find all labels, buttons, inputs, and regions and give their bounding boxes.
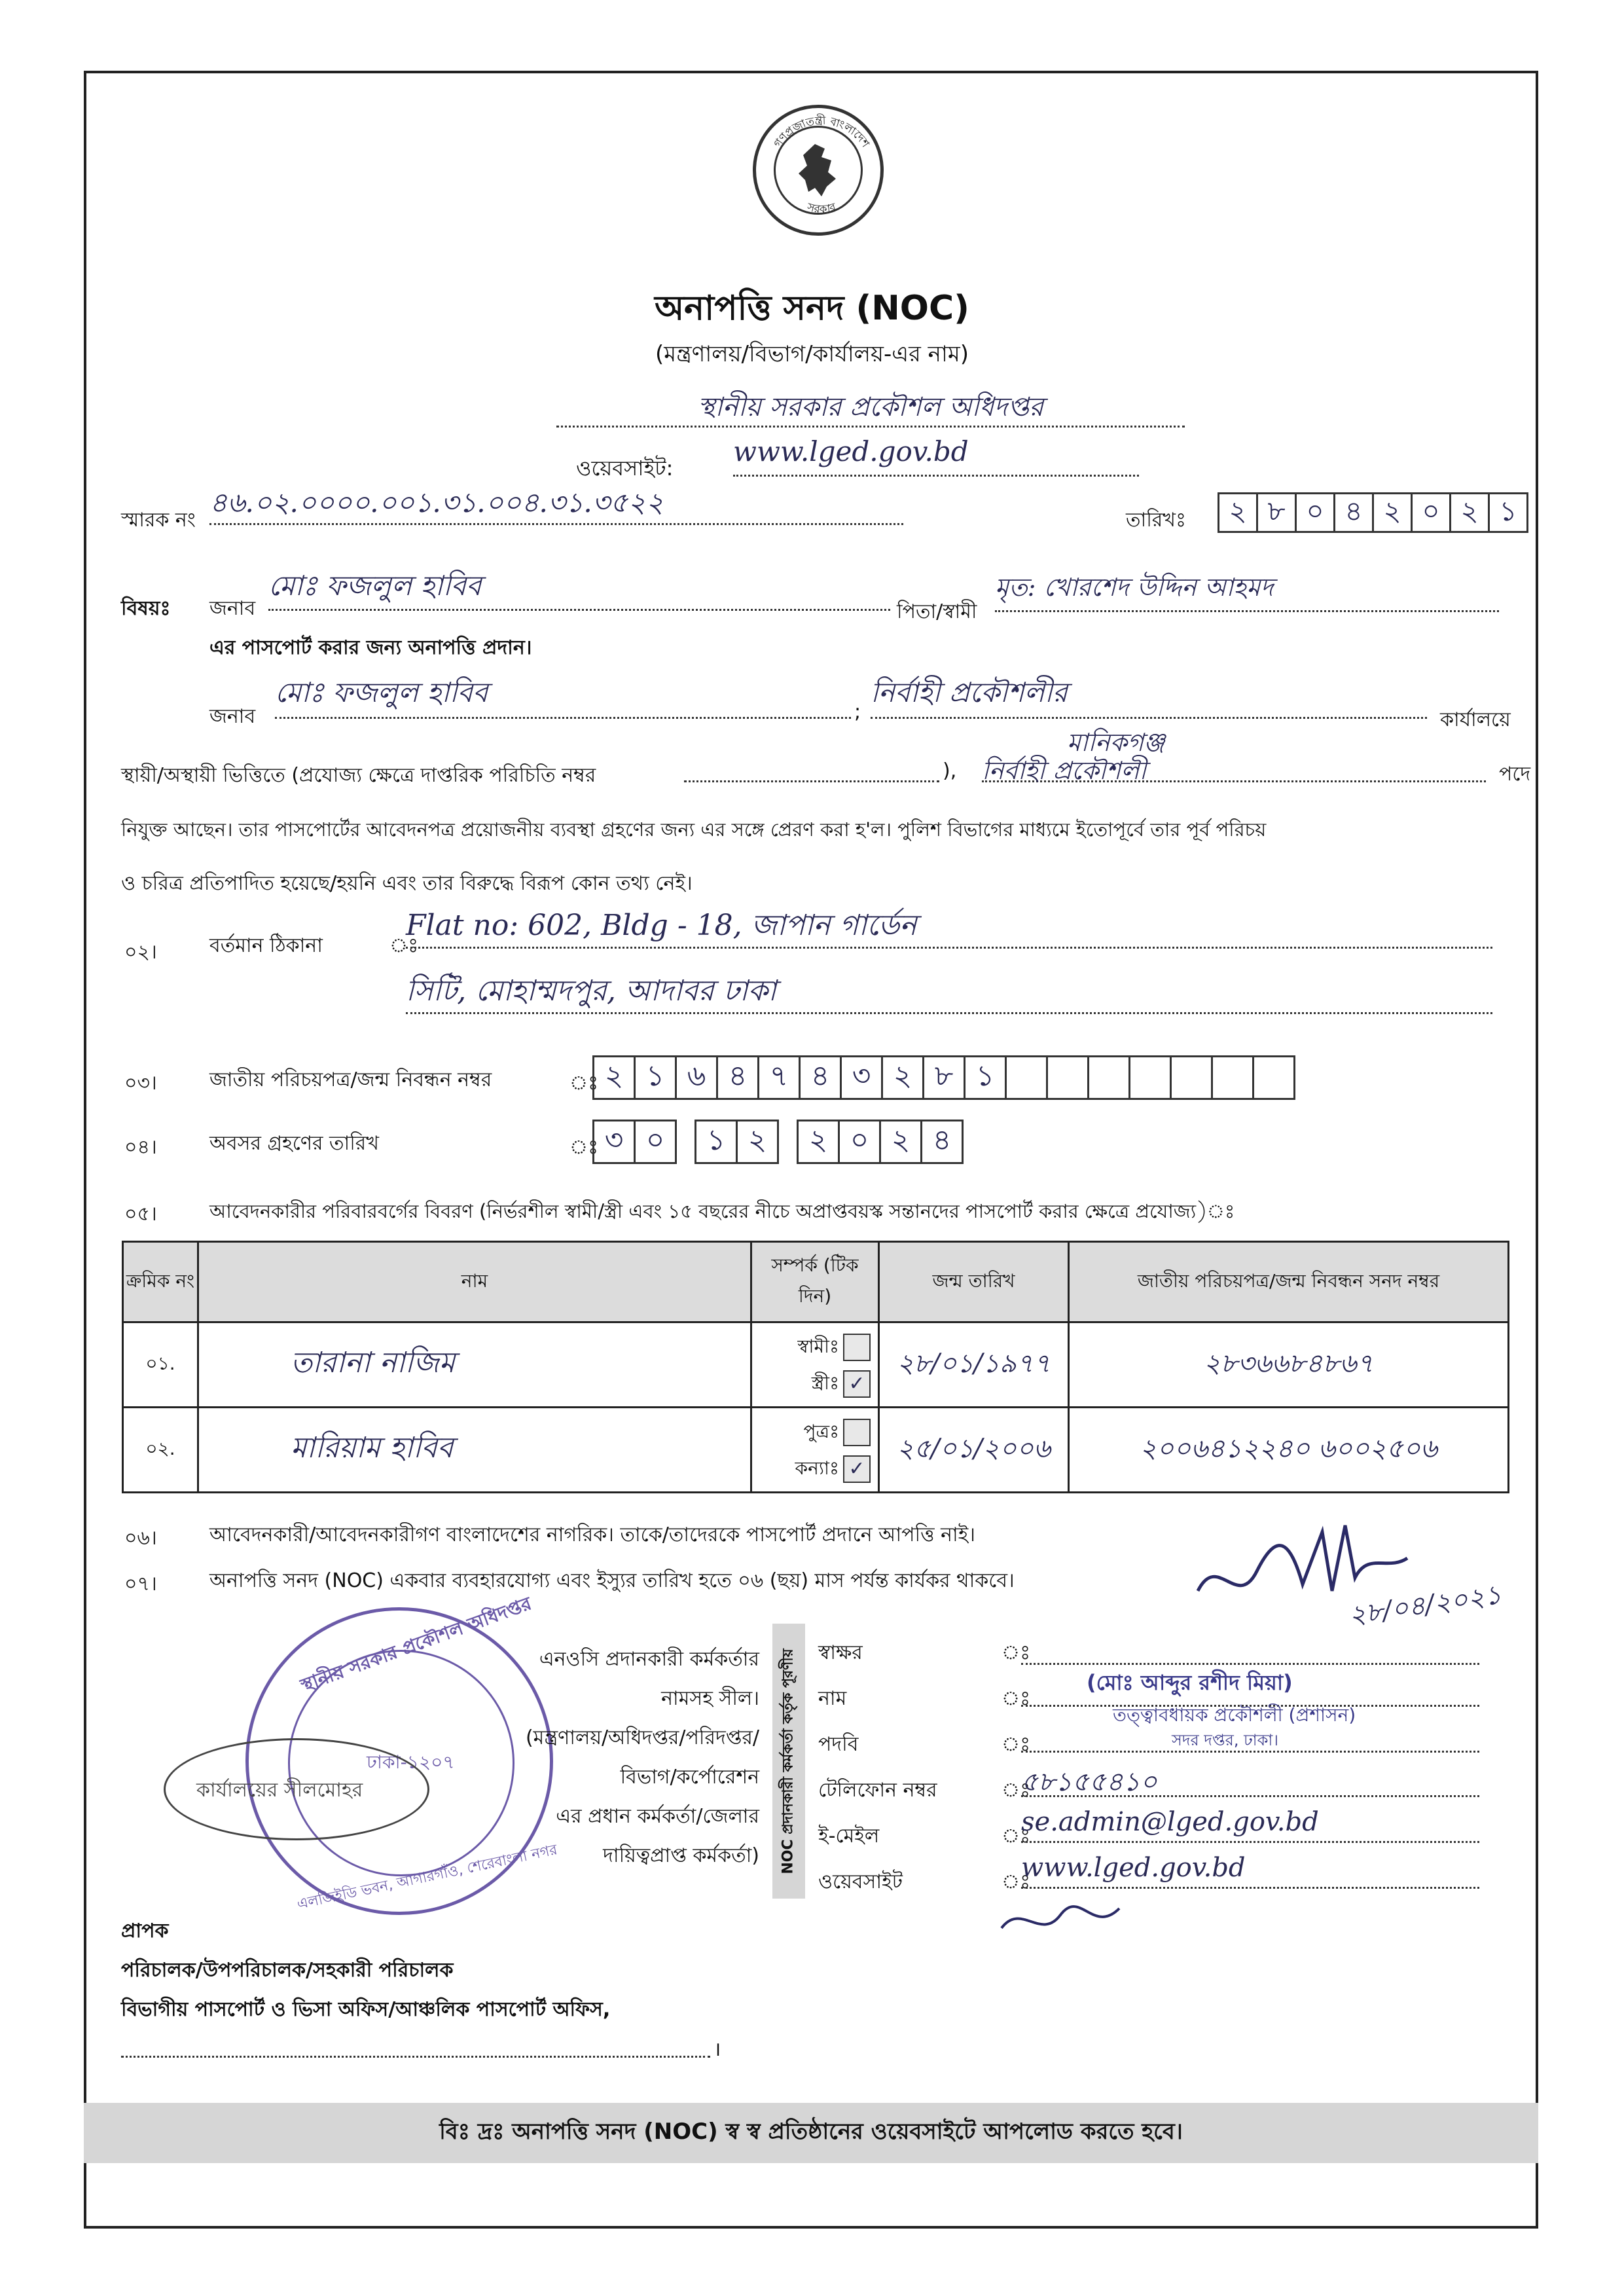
field-colon: ঃ — [1001, 1687, 1031, 1710]
date-digit: ২ — [1218, 492, 1258, 533]
father-label: পিতা/স্বামী — [897, 600, 977, 623]
nid-digit — [1087, 1055, 1130, 1100]
memo-number-field: ৪৬.০২.০০০০.০০১.৩১.০০৪.৩১.৩৫২২ — [209, 481, 903, 525]
rel-wife-checkbox[interactable]: ✓ — [843, 1370, 871, 1398]
subject-name-field: মোঃ ফজলুল হাবিব — [268, 564, 890, 611]
signature-date: ২৮/০৪/২০২১ — [1346, 1579, 1504, 1631]
body-semicolon: ; — [854, 701, 861, 723]
office-id-field — [684, 758, 939, 782]
item-05-number: ০৫। — [124, 1203, 157, 1226]
office-suffix: কার্যালয়ে — [1440, 708, 1511, 731]
nid-boxes — [592, 1055, 1293, 1100]
item-03-number: ০৩। — [124, 1072, 157, 1095]
rel-son-label: পুত্রঃ — [803, 1420, 839, 1442]
issuer-line-2: নামসহ সীল। — [661, 1687, 759, 1710]
nid-digit: ৪ — [716, 1055, 759, 1100]
field-colon: ঃ — [1001, 1825, 1031, 1848]
row-relation — [751, 1322, 879, 1408]
body-line3: নিযুক্ত আছেন। তার পাসপোর্টের আবেদনপত্র প্রয়োজনীয় ব্যবস্থা গ্রহণের জন্য এর সঙ্গে প্রেরণ করা হ'ল। পুলিশ বিভাগের মাধ্যমে ইতোপূর্বে তার পূর্ব পরিচয় — [121, 818, 1267, 841]
row-name: মারিয়াম হাবিব — [198, 1408, 751, 1493]
retire-label: অবসর গ্রহণের তারিখ — [209, 1132, 379, 1155]
date-digit: ০ — [1295, 492, 1335, 533]
website-field: www.lged.gov.bd — [733, 435, 1139, 477]
nid-digit — [1170, 1055, 1213, 1100]
body-name-field: মোঃ ফজলুল হাবিব — [275, 671, 851, 719]
address-colon: ঃ — [389, 934, 419, 957]
field-label-website: ওয়েবসাইট — [818, 1870, 903, 1893]
table-row — [123, 1322, 1509, 1408]
field-colon: ঃ — [1001, 1779, 1031, 1802]
field-colon: ঃ — [1001, 1641, 1031, 1664]
issuer-line-5: এর প্রধান কর্মকর্তা/জেলার — [556, 1805, 759, 1828]
issuer-line-6: দায়িত্বপ্রাপ্ত কর্মকর্তা) — [603, 1844, 759, 1867]
field-label-name: নাম — [818, 1687, 847, 1710]
retire-digit: ১ — [695, 1120, 738, 1164]
name-stamp: (মোঃ আব্দুর রশীদ মিয়া) — [1087, 1670, 1293, 1695]
rel-husband-label: স্বামীঃ — [797, 1335, 839, 1357]
address-line-2: সিটি, মোহাম্মদপুর, আদাবর ঢাকা — [406, 969, 1492, 1014]
nid-digit — [1005, 1055, 1048, 1100]
vertical-label-text: NOC প্রদানকারী কর্মকর্তা কর্তৃক পূরণীয় — [780, 1648, 797, 1874]
nid-digit: ৭ — [757, 1055, 801, 1100]
family-table — [122, 1241, 1509, 1493]
nid-digit: ৮ — [922, 1055, 965, 1100]
row-serial: ০১. — [123, 1322, 198, 1408]
nid-digit: ২ — [592, 1055, 636, 1100]
designation-stamp: তত্ত্বাবধায়ক প্রকৌশলী (প্রশাসন) — [1113, 1704, 1356, 1726]
government-seal — [753, 105, 884, 236]
table-header-row — [123, 1242, 1509, 1322]
address-line-1: Flat no: 602, Bldg - 18, জাপান গার্ডেন — [406, 903, 1492, 949]
row-serial: ০২. — [123, 1408, 198, 1493]
date-boxes — [1218, 492, 1526, 533]
page-subtitle: (মন্ত্রণালয়/বিভাগ/কার্যালয়-এর নাম) — [655, 341, 969, 367]
seal-placeholder-label: কার্যালয়ের সীলমোহর — [196, 1779, 363, 1802]
nid-digit: ২ — [881, 1055, 924, 1100]
subject-tail: এর পাসপোর্ট করার জন্য অনাপত্তি প্রদান। — [209, 636, 532, 659]
field-colon: ঃ — [1001, 1733, 1031, 1756]
retire-digit: ২ — [797, 1120, 840, 1164]
declaration-07: অনাপত্তি সনদ (NOC) একবার ব্যবহারযোগ্য এবং ইস্যুর তারিখ হতে ০৬ (ছয়) মাস পর্যন্ত কার্যকর থাকবে। — [209, 1569, 1015, 1592]
subject-janab: জনাব — [209, 597, 256, 620]
body-line2-suffix: ), — [943, 759, 957, 782]
subject-label: বিষয়ঃ — [121, 597, 171, 620]
col-name: নাম — [198, 1242, 751, 1322]
retire-digit: ৪ — [920, 1120, 964, 1164]
col-nid: জাতীয় পরিচয়পত্র/জন্ম নিবন্ধন সনদ নম্বর — [1069, 1242, 1509, 1322]
retire-gap — [777, 1120, 797, 1164]
field-label-designation: পদবি — [818, 1733, 859, 1756]
recipient-office-field — [121, 2030, 710, 2058]
initials-scribble-icon — [995, 1895, 1126, 1948]
date-digit: ০ — [1411, 492, 1451, 533]
stamp-ring-text: স্থানীয় সরকার প্রকৌশল অধিদপ্তর — [297, 1592, 535, 1696]
issuer-line-1: এনওসি প্রদানকারী কর্মকর্তার — [539, 1648, 759, 1671]
date-digit: ৮ — [1256, 492, 1297, 533]
date-digit: ১ — [1488, 492, 1528, 533]
stamp-center-text: ঢাকা-১২০৭ — [367, 1751, 455, 1773]
retire-colon: ঃ — [569, 1136, 599, 1159]
rel-daughter-label: কন্যাঃ — [795, 1457, 839, 1479]
retire-digit: ৩ — [592, 1120, 636, 1164]
row-dob: ২৫/০১/২০০৬ — [879, 1408, 1069, 1493]
date-digit: ৪ — [1333, 492, 1374, 533]
stamp-bottom-text: এলজিইডি ভবন, আগারগাঁও, শেরেবাংলা নগর — [295, 1842, 559, 1913]
retire-gap — [675, 1120, 695, 1164]
row-nid: ২৮৩৬৬৮৪৮৬৭ — [1069, 1322, 1509, 1408]
item-04-number: ০৪। — [124, 1136, 157, 1159]
rel-daughter-checkbox[interactable]: ✓ — [843, 1455, 871, 1483]
rel-husband-checkbox[interactable] — [843, 1334, 871, 1361]
rel-son-checkbox[interactable] — [843, 1419, 871, 1446]
date-digit: ২ — [1372, 492, 1413, 533]
recipient-line-2: বিভাগীয় পাসপোর্ট ও ভিসা অফিস/আঞ্চলিক পাসপোর্ট অফিস, — [121, 1998, 611, 2021]
retire-digit: ০ — [838, 1120, 881, 1164]
signature-field — [1021, 1650, 1479, 1665]
vertical-label — [772, 1624, 805, 1899]
nid-digit: ৩ — [840, 1055, 883, 1100]
nid-digit — [1211, 1055, 1254, 1100]
footer-note-text: বিঃ দ্রঃ অনাপত্তি সনদ (NOC) স্ব স্ব প্রতিষ্ঠানের ওয়েবসাইটে আপলোড করতে হবে। — [439, 2118, 1183, 2145]
col-serial: ক্রমিক নং — [123, 1242, 198, 1322]
seal-ring-icon — [756, 108, 887, 239]
body-office2-field: মানিকগঞ্জ — [1067, 728, 1165, 757]
date-digit: ২ — [1449, 492, 1490, 533]
post-suffix: পদে — [1499, 763, 1531, 786]
memo-label: স্মারক নং — [121, 509, 196, 532]
retire-date-boxes — [592, 1120, 962, 1164]
website-label: ওয়েবসাইট: — [576, 456, 674, 481]
nid-digit — [1252, 1055, 1295, 1100]
body-line2-prefix: স্থায়ী/অস্থায়ী ভিত্তিতে (প্রযোজ্য ক্ষেত্রে দাপ্তরিক পরিচিতি নম্বর — [121, 764, 596, 787]
svg-text:গণপ্রজাতন্ত্রী বাংলাদেশ — [771, 114, 872, 151]
row-relation — [751, 1408, 879, 1493]
website-sig-field: www.lged.gov.bd — [1021, 1853, 1479, 1889]
father-name-field: মৃত: খোরশেদ উদ্দিন আহমদ — [995, 568, 1499, 612]
office-name-field: স্থানীয় সরকার প্রকৌশল অধিদপ্তর — [556, 386, 1185, 428]
item-06-number: ০৬। — [124, 1527, 157, 1550]
field-label-email: ই-মেইল — [818, 1825, 880, 1848]
rel-wife-label: স্ত্রীঃ — [811, 1372, 839, 1394]
row-name: তারানা নাজিম — [198, 1322, 751, 1408]
col-relation: সম্পর্ক (টিক দিন) — [751, 1242, 879, 1322]
nid-digit: ১ — [964, 1055, 1007, 1100]
recipient-line-1: পরিচালক/উপপরিচালক/সহকারী পরিচালক — [121, 1959, 454, 1982]
address-label: বর্তমান ঠিকানা — [209, 934, 323, 957]
recipient-line-end: । — [713, 2038, 721, 2061]
recipient-label: প্রাপক — [121, 1920, 169, 1942]
body-office-field: নির্বাহী প্রকৌশলীর — [871, 671, 1427, 719]
footer-note — [84, 2103, 1538, 2163]
date-label: তারিখঃ — [1126, 509, 1186, 532]
issuer-line-3: (মন্ত্রণালয়/অধিদপ্তর/পরিদপ্তর/ — [525, 1726, 759, 1749]
nid-label: জাতীয় পরিচয়পত্র/জন্ম নিবন্ধন নম্বর — [209, 1068, 492, 1091]
email-field: se.admin@lged.gov.bd — [1021, 1807, 1479, 1843]
nid-digit — [1046, 1055, 1089, 1100]
post-field: নির্বাহী প্রকৌশলী — [982, 752, 1486, 782]
retire-digit: ২ — [736, 1120, 779, 1164]
field-label-phone: টেলিফোন নম্বর — [818, 1779, 937, 1802]
item-02-number: ০২। — [124, 941, 157, 964]
item-07-number: ০৭। — [124, 1573, 157, 1595]
body-janab: জনাব — [209, 705, 256, 728]
nid-digit: ১ — [634, 1055, 677, 1100]
nid-digit: ৬ — [675, 1055, 718, 1100]
retire-digit: ০ — [634, 1120, 677, 1164]
seal-text-top: গণপ্রজাতন্ত্রী বাংলাদেশ — [771, 114, 872, 151]
page-title: অনাপত্তি সনদ (NOC) — [655, 289, 969, 328]
declaration-06: আবেদনকারী/আবেদনকারীগণ বাংলাদেশের নাগরিক। তাকে/তাদেরকে পাসপোর্ট প্রদানে আপত্তি নাই। — [209, 1523, 976, 1546]
nid-digit — [1128, 1055, 1172, 1100]
office-stamp: সদর দপ্তর, ঢাকা। — [1172, 1731, 1278, 1749]
table-row — [123, 1408, 1509, 1493]
svg-text:সরকার — [805, 200, 838, 216]
nid-digit: ৪ — [799, 1055, 842, 1100]
retire-digit: ২ — [879, 1120, 922, 1164]
nid-colon: ঃ — [569, 1072, 599, 1095]
field-label-signature: স্বাক্ষর — [818, 1641, 863, 1664]
row-nid: ২০০৬৪১২২৪০ ৬০০২৫০৬ — [1069, 1408, 1509, 1493]
row-dob: ২৮/০১/১৯৭৭ — [879, 1322, 1069, 1408]
family-label: আবেদনকারীর পরিবারবর্গের বিবরণ (নির্ভরশীল স্বামী/স্ত্রী এবং ১৫ বছরের নীচে অপ্রাপ্তবয়স্ক সন্তানদের পাসপোর্ট করার ক্ষেত্রে প্রযোজ্য)ঃ — [209, 1200, 1235, 1222]
col-dob: জন্ম তারিখ — [879, 1242, 1069, 1322]
issuer-line-4: বিভাগ/কর্পোরেশন — [620, 1766, 759, 1789]
field-colon: ঃ — [1001, 1870, 1031, 1893]
seal-text-bottom: সরকার — [805, 200, 838, 217]
body-line4: ও চরিত্র প্রতিপাদিত হয়েছে/হয়নি এবং তার বিরুদ্ধে বিরূপ কোন তথ্য নেই। — [121, 872, 693, 895]
phone-field: ৫৮১৫৫৪১০ — [1021, 1761, 1479, 1797]
